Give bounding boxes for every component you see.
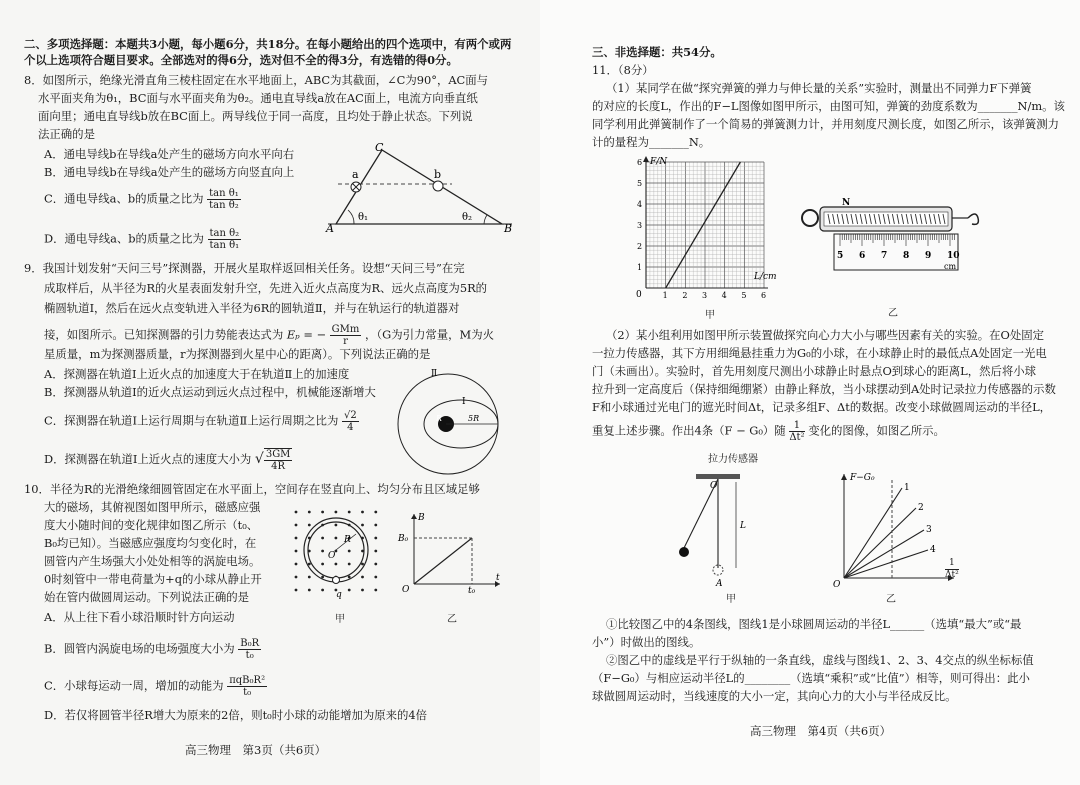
q9-c-num: √2: [343, 410, 357, 421]
q10-caption-jia: 甲: [335, 614, 345, 625]
inv-dt2-num: 1: [945, 558, 959, 570]
q9-option-d: [44, 448, 292, 472]
q11-p2-line6: [592, 420, 945, 443]
field-dot: [374, 511, 377, 514]
charge-q-label: q: [336, 590, 342, 600]
field-dot: [308, 524, 311, 527]
q9-option-a: A．探测器在轨道Ⅰ上近火点的加速度大于在轨道Ⅱ上的加速度: [44, 367, 350, 381]
q9-d-num: 3GM: [265, 449, 291, 460]
center-o-label: O: [328, 551, 336, 561]
graph-line-3: [844, 530, 924, 578]
graph-caption-jia: 甲: [705, 310, 715, 321]
q8-option-a: A．通电导线b在导线a处产生的磁场方向水平向右: [44, 147, 295, 161]
f-axis-label: F/N: [650, 157, 668, 167]
field-dot: [348, 563, 351, 566]
pivot-o-label: O: [710, 481, 718, 491]
length-l-label: L: [740, 521, 746, 531]
q11-sub2-line2: （F−G₀）与相应运动半径L的________（选填“乘积”或“比值”）相等，则可得出：此小: [592, 671, 1030, 685]
b-axis-arrow: [411, 514, 417, 519]
field-dot: [361, 563, 364, 566]
vertex-a-label: A: [326, 222, 334, 235]
y-axis-arrow: [841, 474, 847, 480]
field-dot: [361, 524, 364, 527]
q10-line4: B₀均已知）。当磁感应强度均匀变化时，在: [44, 536, 257, 550]
vertex-c-label: C: [375, 141, 384, 154]
q9-d-den: 4R: [271, 461, 286, 472]
fg0-origin-label: O: [833, 580, 841, 588]
q9-line4-post: ，（G为引力常量，M为火: [365, 327, 494, 342]
orbit-i-label: Ⅰ: [462, 397, 466, 407]
force-sensor-label: 拉力传感器: [708, 454, 758, 465]
field-dot: [321, 511, 324, 514]
y-tick-label: 2: [637, 242, 643, 251]
fg0-caption-yi: 乙: [886, 594, 896, 605]
pendulum-figure: [678, 452, 768, 592]
q11-sub2-line3: 球做圆周运动时，当线速度的大小一定，其向心力的大小与半径成反比。: [592, 689, 957, 703]
q11-p2-line2: 一拉力传感器，其下方用细绳悬挂重力为G₀的小球，在小球静止时的最低点A处固定一光电: [592, 346, 1047, 360]
q10-c-num: πqB₀R²: [229, 675, 266, 686]
q9-line1: 9．我国计划发射“天问三号”探测器，开展火星取样返回相关任务。设想“天问三号”在完: [24, 261, 465, 275]
q8-option-c-text: C．通电导线a、b的质量之比为: [44, 191, 204, 206]
field-dot: [295, 537, 298, 540]
charged-ball: [333, 577, 340, 584]
f-l-grid: [646, 162, 764, 288]
b0-label: B₀: [398, 534, 409, 544]
q8-option-c: [44, 188, 241, 211]
orbit-ii-label: Ⅱ: [431, 369, 438, 379]
line-label-2: 2: [918, 503, 924, 513]
radius-r-label: R: [344, 535, 351, 545]
y-axis-label: F−G₀: [850, 473, 875, 483]
q11-p2-line1: （2）某小组利用如图甲所示装置做探究向心力大小与哪些因素有关的实验。在O处固定: [606, 328, 1045, 342]
theta2-arc: [484, 215, 487, 224]
section-title-multi-choice: 二、多项选择题：本题共3小题，每小题6分，共18分。在每小题给出的四个选项中，有两个或两: [24, 37, 512, 51]
theta1-arc: [348, 210, 354, 224]
q9-line4-text: 接，如图所示。已知探测器的引力势能表达式为: [44, 327, 284, 342]
q11-p2-fraction: [789, 420, 804, 443]
x-tick-label: 4: [721, 291, 727, 300]
q8-line2: 水平面夹角为θ₁，BC面与水平面夹角为θ₂。通电直导线a放在AC面上，电流方向垂直纸: [38, 91, 478, 105]
page-4: [540, 0, 1080, 785]
field-dot: [374, 576, 377, 579]
graph-line-2: [844, 508, 916, 578]
q9-option-c: [44, 410, 359, 433]
q9-ep-num: GMm: [331, 324, 360, 335]
theta2-label: θ₂: [462, 212, 473, 223]
spring-scale-figure: [798, 190, 998, 274]
q11-p1-line3: 同学利用此弹簧制作了一个简易的弹簧测力计，并用刻度尺测长度，如图乙所示，该弹簧测力: [592, 117, 1060, 131]
q9-option-d-text: D．探测器在轨道Ⅰ上近火点的速度大小为: [44, 452, 252, 466]
scale-unit-n: N: [842, 198, 851, 208]
field-dot: [335, 511, 338, 514]
field-dot: [295, 589, 298, 592]
y-tick-label: 4: [637, 200, 643, 209]
section-title-multi-choice-line2: 个以上选项符合题目要求。全部选对的得6分，选对但不全的得3分，有选错的得0分。: [24, 53, 458, 67]
x-axis-label-fraction: [945, 558, 959, 581]
ruler-number: 6: [859, 251, 866, 261]
field-dot: [295, 563, 298, 566]
field-dot: [308, 511, 311, 514]
q11-heading: 11．（8分）: [592, 63, 654, 77]
q10-option-b-text: B．圆管内涡旋电场的电场强度大小为: [44, 641, 235, 656]
q10-option-c-fraction: [227, 675, 267, 698]
field-dot: [348, 576, 351, 579]
q11-p2-num: 1: [789, 420, 804, 432]
field-dot: [361, 576, 364, 579]
q9-option-c-text: C．探测器在轨道Ⅰ上运行周期与在轨道Ⅱ上运行周期之比为: [44, 413, 339, 428]
field-dot: [321, 589, 324, 592]
q10-option-c: [44, 675, 267, 698]
q11-p2-line4: 拉升到一定高度后（保持细绳绷紧）由静止释放，当小球摆动到A处时记录拉力传感器的示数: [592, 382, 1056, 396]
fg0-graph: [830, 470, 960, 588]
vertex-b-label: B: [504, 222, 513, 235]
q10-line1: 10．半径为R的光滑绝缘细圆管固定在水平面上，空间存在竖直向上、均匀分布且区域足够: [24, 482, 480, 496]
far-distance-label: 5R: [468, 414, 480, 423]
q10-caption-yi: 乙: [447, 614, 457, 625]
q9-option-d-fraction: [264, 448, 293, 472]
x-tick-label: 1: [662, 291, 668, 300]
q9-line3: 椭圆轨道Ⅰ，然后在远火点变轨进入半径为6R的圆轨道Ⅱ，并与在轨运行的轨道器对: [44, 301, 460, 315]
q11-p2-den: Δt²: [789, 432, 805, 443]
field-dot: [348, 589, 351, 592]
field-dot: [295, 511, 298, 514]
sqrt-sign: √: [254, 451, 264, 467]
q11-p1-line4: 计的量程为_______N。: [592, 135, 711, 149]
q11-p2-line6-post: 变化的图像，如图乙所示。: [808, 423, 945, 438]
q10-line2: 大的磁场，其俯视图如图甲所示，磁感应强: [44, 500, 261, 514]
x-tick-label: 2: [682, 291, 688, 300]
ruler-number: 8: [903, 251, 910, 261]
q10-b-den: t₀: [245, 650, 254, 661]
field-dot: [335, 537, 338, 540]
ruler-number: 7: [881, 251, 888, 261]
ruler-body: [834, 234, 958, 270]
q10-line7: 始在管内做圆周运动。下列说法正确的是: [44, 590, 250, 604]
q11-p2-line5: F和小球通过光电门的遮光时间Δt，记录多组F、Δt的数据。改变小球做圆周运动的半径L，: [592, 400, 1052, 414]
q10-c-den: t₀: [243, 687, 252, 698]
q10-line5: 圆管内产生场强大小处处相等的涡旋电场。: [44, 554, 261, 568]
inv-dt2-den: Δt²: [945, 570, 959, 580]
q11-sub2-line1: ②图乙中的虚线是平行于纵轴的一条直线，虚线与图线1、2、3、4交点的纵坐标标值: [606, 653, 1034, 667]
q8-option-b: B．通电导线b在导线a处产生的磁场方向竖直向上: [44, 165, 295, 179]
q9-line2: 成取样后，从半径为R的火星表面发射升空，先进入近火点高度为R、远火点高度为5R的: [44, 281, 488, 295]
field-dot: [321, 550, 324, 553]
field-dot: [295, 524, 298, 527]
q8-d-num: tan θ₂: [209, 228, 240, 239]
q8-c-num: tan θ₁: [209, 188, 239, 199]
ball-released: [679, 547, 689, 557]
field-dot: [374, 550, 377, 553]
y-tick-label: 1: [637, 263, 643, 272]
l-axis-label: L/cm: [754, 272, 777, 282]
q9-option-b: B．探测器从轨道Ⅰ的近火点运动到远火点过程中，机械能逐渐增大: [44, 385, 376, 399]
mars-radius-label: R: [436, 414, 443, 423]
field-dot: [335, 524, 338, 527]
pendulum-caption-jia: 甲: [726, 594, 736, 605]
field-dot: [348, 511, 351, 514]
b-axis-label: B: [418, 513, 425, 523]
q9-ep-formula: Eₚ = −: [286, 327, 327, 342]
field-dot: [374, 589, 377, 592]
wire-a-label: a: [352, 168, 359, 181]
x-tick-label: 3: [702, 291, 708, 300]
ruler-number: 5: [837, 251, 844, 261]
q11-sub1-line2: 小”）时做出的图线。: [592, 635, 701, 649]
q9-c-den: 4: [347, 422, 354, 433]
y-tick-label: 5: [637, 179, 643, 188]
graph-line-1: [844, 488, 902, 578]
b-t-line: [414, 538, 472, 584]
page3-footer: 高三物理 第3页（共6页）: [185, 743, 327, 757]
q9-line5: 星质量，m为探测器质量，r为探测器到火星中心的距离）。下列说法正确的是: [44, 347, 431, 361]
field-dot: [348, 550, 351, 553]
field-dot: [308, 576, 311, 579]
q10-line6: 0时刻管中一带电荷量为+q的小球从静止开: [44, 572, 262, 586]
q10-figure-yi: [396, 510, 506, 594]
graph-origin-label: 0: [636, 290, 642, 300]
ruler-number: 10: [947, 251, 960, 261]
q9-orbit-figure: [396, 366, 506, 480]
page4-footer: 高三物理 第4页（共6页）: [750, 724, 892, 738]
ceiling-support: [696, 474, 740, 479]
y-tick-label: 6: [637, 158, 643, 167]
ruler-caption-yi: 乙: [888, 308, 898, 319]
ruler-number: 9: [925, 251, 932, 261]
t-axis-label: t: [496, 573, 500, 583]
q9-option-c-fraction: [342, 410, 359, 433]
field-dot: [374, 524, 377, 527]
q11-p1-line2: 的对应的长度L，作出的F−L图像如图甲所示，由图可知，弹簧的劲度系数为_______N/m。该: [592, 99, 1065, 113]
q8-option-d-fraction: [208, 228, 242, 251]
field-dot: [361, 511, 364, 514]
line-label-3: 3: [926, 525, 932, 535]
q8-option-d: [44, 228, 241, 251]
inv-dt2-fraction: [945, 558, 959, 581]
q8-line1: 8．如图所示，绝缘光滑直角三棱柱固定在水平地面上，ABC为其截面，∠C为90°，AC面与: [24, 73, 489, 87]
q10-option-b: [44, 638, 261, 661]
origin-label: O: [402, 585, 410, 594]
q11-p2-line6-text: 重复上述步骤。作出4条（F − G₀）随: [592, 423, 786, 438]
field-dot: [321, 563, 324, 566]
q10-option-d: D．若仅将圆管半径R增大为原来的2倍，则t₀时小球的动能增加为原来的4倍: [44, 708, 428, 722]
q9-ep-den: r: [343, 336, 348, 347]
q8-line4: 法正确的是: [38, 127, 95, 141]
f-axis-arrow: [643, 156, 649, 162]
q10-option-a: A．从上往下看小球沿顺时针方向运动: [44, 610, 235, 624]
q10-line3: 度大小随时间的变化规律如图乙所示（t₀、: [44, 518, 259, 532]
theta1-label: θ₁: [358, 212, 369, 223]
y-tick-label: 3: [637, 221, 643, 230]
field-dot: [361, 589, 364, 592]
field-dot: [321, 537, 324, 540]
field-dot: [308, 589, 311, 592]
field-dot: [295, 576, 298, 579]
q8-triangle-figure: [322, 140, 522, 236]
x-tick-label: 5: [741, 291, 747, 300]
q11-p1-line1: （1）某同学在做“探究弹簧的弹力与伸长量的关系”实验时，测量出不同弹力F下弹簧: [606, 81, 1032, 95]
field-dot: [374, 563, 377, 566]
graph-line-4: [844, 550, 928, 578]
scale-ring: [802, 210, 818, 226]
q10-figure-jia: [288, 506, 384, 602]
section-title-non-choice: 三、非选择题：共54分。: [592, 45, 722, 59]
line-label-1: 1: [904, 483, 910, 493]
wire-b-circle: [433, 181, 443, 191]
x-tick-label: 6: [761, 291, 767, 300]
q10-b-num: B₀R: [240, 638, 260, 649]
q8-option-c-fraction: [207, 188, 241, 211]
q8-line3: 面向里；通电直导线b放在BC面上。两导线位于同一高度，且均处于静止状态。下列说: [38, 109, 473, 123]
ruler-unit-cm: cm: [944, 262, 957, 271]
wire-b-label: b: [434, 168, 442, 181]
q9-ep-fraction: [330, 324, 362, 347]
q8-option-d-text: D．通电导线a、b的质量之比为: [44, 231, 204, 246]
q8-c-den: tan θ₂: [209, 200, 239, 211]
t0-label: t₀: [468, 586, 476, 594]
hook-icon: [968, 214, 978, 224]
line-label-4: 4: [930, 545, 936, 555]
f-l-graph: [628, 152, 778, 302]
q10-option-b-fraction: [238, 638, 261, 661]
f-l-tick-labels: [637, 158, 766, 300]
q11-sub1-line1: ①比较图乙中的4条图线，图线1是小球圆周运动的半径L______（选填“最大”或“最: [606, 617, 1022, 631]
field-dot: [374, 537, 377, 540]
q10-option-c-text: C．小球每运动一周，增加的动能为: [44, 678, 224, 693]
field-dot: [295, 550, 298, 553]
q11-p2-line3: 门（未画出）。实验时，首先用刻度尺测出小球静止时悬点O到球心的距离L，然后将小球: [592, 364, 1037, 378]
point-a-label: A: [716, 579, 723, 589]
field-dot: [335, 563, 338, 566]
q8-d-den: tan θ₁: [209, 240, 240, 251]
q9-line4: [44, 324, 494, 347]
